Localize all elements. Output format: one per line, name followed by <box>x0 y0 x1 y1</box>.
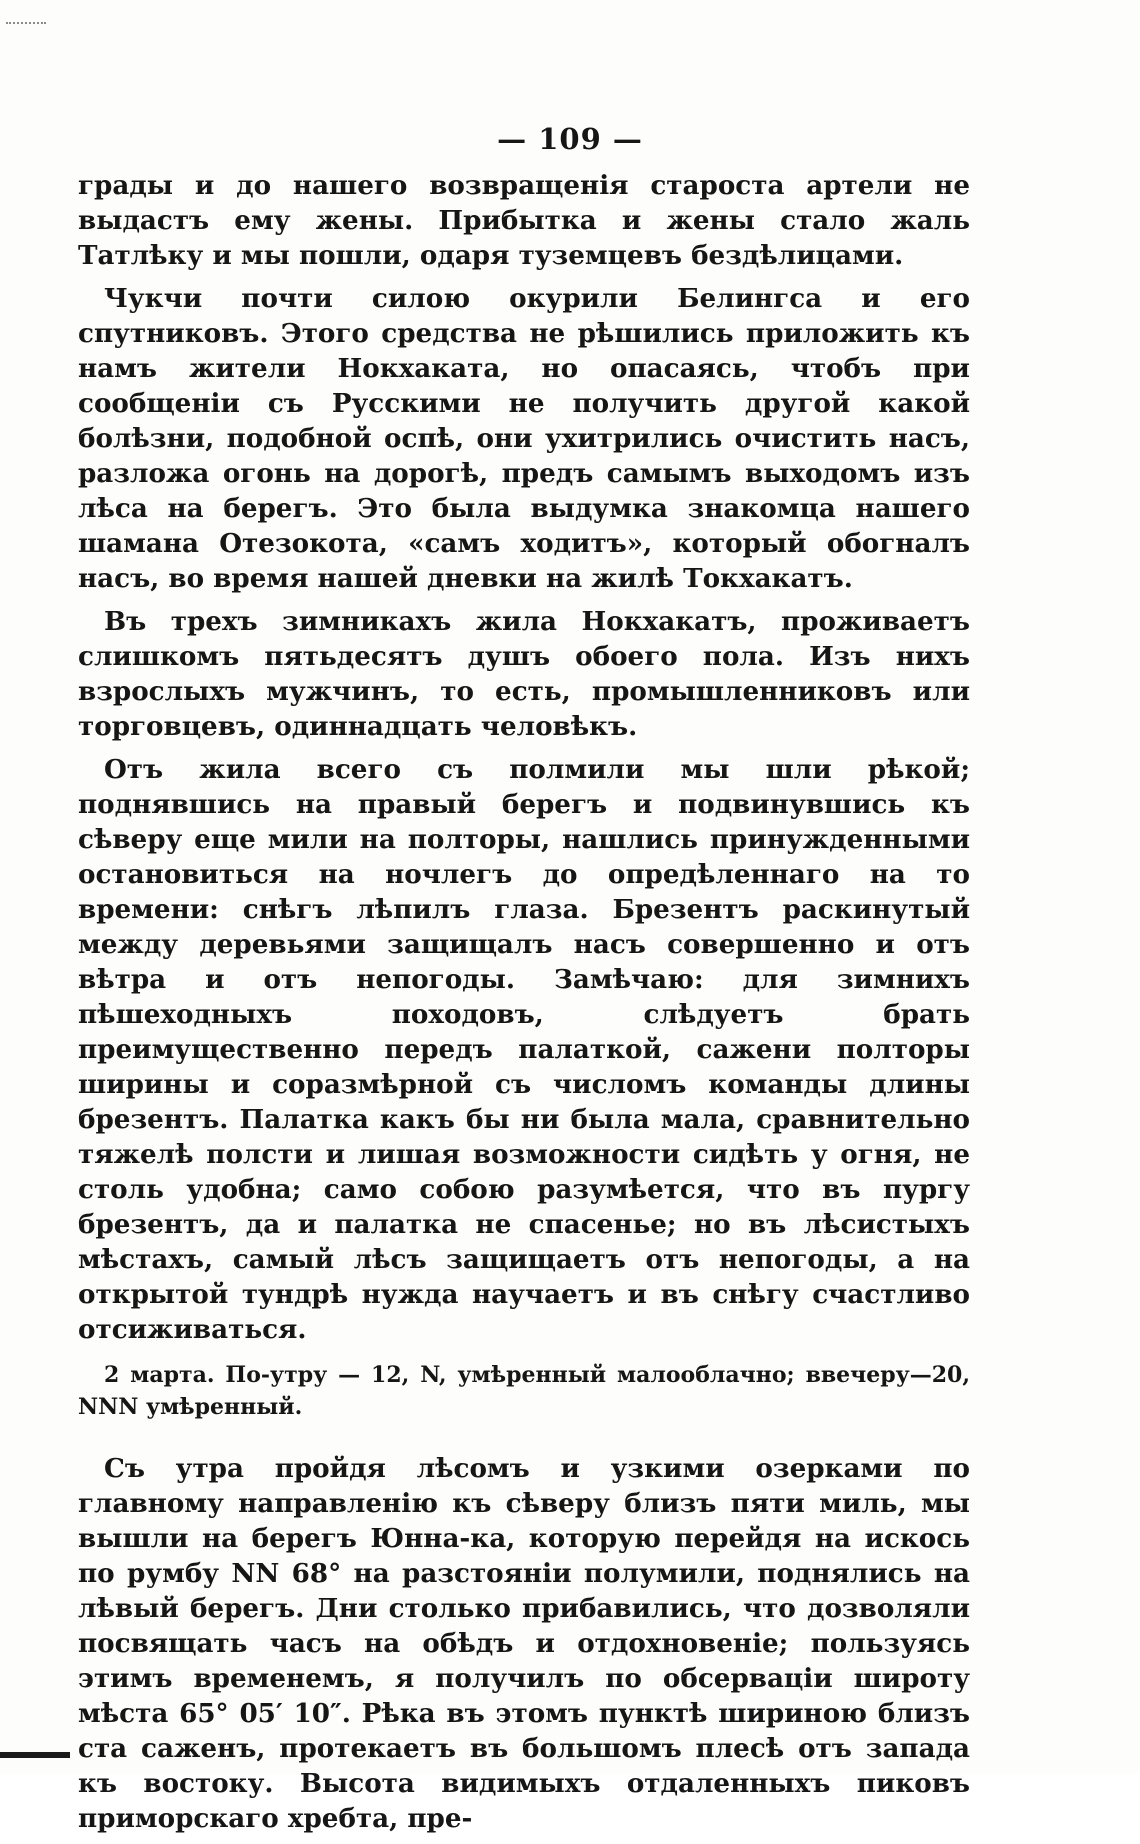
page-number: — 109 — <box>497 122 643 156</box>
diary-entry: 2 марта. По-утру — 12, N, умѣренный малооблачно; ввечеру—20, NNN умѣренный. <box>78 1362 970 1420</box>
paragraph-continuation: грады и до нашего возвращенія староста артели не выдастъ ему жены. Прибытка и жены стало жаль Татлѣку и мы пошли, одаря туземцевъ бездѣлицами. <box>78 170 970 271</box>
paragraph-chukchi: Чукчи почти силою окурили Белингса и его спутниковъ. Этого средства не рѣшились приложить къ намъ жители Нокхаката, но опасаясь, чтобъ при сообщеніи съ Русскими не получить другой какой болѣзни, подобной оспѣ, они ухитрились очистить насъ, разложа огонь на дорогѣ, предъ самымъ выходомъ изъ лѣса на берегъ. Это была выдумка знакомца нашего шамана Отезокота, «самъ ходитъ», который обогналъ насъ, во время нашей дневки на жилѣ Токхакатъ. <box>78 283 970 594</box>
scan-margin-mark <box>6 22 46 26</box>
body-text <box>78 168 970 1844</box>
paragraph-winter-huts: Въ трехъ зимникахъ жила Нокхакатъ, проживаетъ слишкомъ пятьдесятъ душъ обоего пола. Изъ нихъ взрослыхъ мужчинъ, то есть, промышленниковъ или торговцевъ, одиннадцать человѣкъ. <box>78 606 970 742</box>
paragraph-march-route: Съ утра пройдя лѣсомъ и узкими озерками по главному направленію къ сѣверу близъ пяти миль, мы вышли на берегъ Юнна-ка, которую перейдя на искось по румбу NN 68° на разстояніи полумили, поднялись на лѣвый берегъ. Дни столько прибавились, что дозволяли посвящать часъ на обѣдъ и отдохновеніе; пользуясь этимъ временемъ, я получилъ по обсерваціи широту мѣста 65° 05′ 10″. Рѣка въ этомъ пунктѣ шириною близъ ста саженъ, протекаетъ въ большомъ плесѣ отъ запада къ востоку. Высота видимыхъ отдаленныхъ пиковъ приморскаго хребта, пре- <box>78 1453 970 1834</box>
paragraph-camp: Отъ жила всего съ полмили мы шли рѣкой; поднявшись на правый берегъ и подвинувшись къ сѣверу еще мили на полторы, нашлись принужденными остановиться на ночлегъ до опредѣленнаго на то времени: снѣгъ лѣпилъ глаза. Брезентъ раскинутый между деревьями защищалъ насъ совершенно и отъ вѣтра и отъ непогоды. Замѣчаю: для зимнихъ пѣшеходныхъ походовъ, слѣдуетъ брать преимущественно передъ палаткой, сажени полторы ширины и соразмѣрной съ числомъ команды длины брезентъ. Палатка какъ бы ни была мала, сравнительно тяжелѣ полсти и лишая возможности сидѣть у огня, не столь удобна; само собою разумѣется, что въ пургу брезентъ, да и палатка не спасенье; но въ лѣсистыхъ мѣстахъ, самый лѣсъ защищаетъ отъ непогоды, а на открытой тундрѣ нужда научаетъ и въ снѣгу счастливо отсиживаться. <box>78 754 970 1345</box>
scan-edge-bar <box>0 1752 70 1758</box>
